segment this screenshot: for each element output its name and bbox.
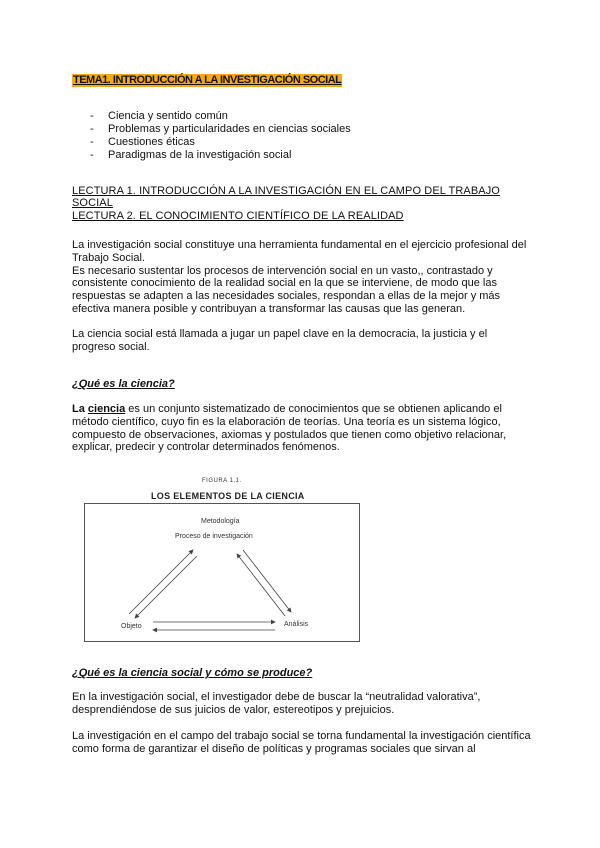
- figure-title: LOS ELEMENTOS DE LA CIENCIA: [151, 491, 305, 501]
- figure-label: FIGURA 1.1.: [202, 478, 242, 484]
- intro-section: [72, 239, 532, 316]
- ciencia-paragraph: [72, 403, 532, 454]
- figure-metodologia: Metodología: [201, 518, 240, 525]
- figure-proceso: Proceso de investigación: [175, 533, 253, 540]
- document-title: TEMA1. INTRODUCCIÓN A LA INVESTIGACIÓN SOCIAL: [73, 74, 342, 86]
- lectura-2: LECTURA 2. EL CONOCIMIENTO CIENTÍFICO DE LA REALIDAD: [72, 210, 404, 222]
- figure-objeto: Objeto: [121, 623, 142, 630]
- intro-paragraph-3: [72, 328, 532, 354]
- lectura-1-line-2: SOCIAL: [72, 197, 113, 209]
- arrow-analisis-to-metodologia: [237, 554, 285, 616]
- figure-arrows: [85, 504, 359, 641]
- ciencia-term: ciencia: [87, 403, 126, 415]
- figure-analisis: Análisis: [284, 621, 309, 628]
- list-item: - Ciencia y sentido común: [90, 110, 351, 123]
- heading-ciencia-social: ¿Qué es la ciencia social y cómo se produce?: [72, 667, 313, 679]
- social-paragraph-1-text: En la investigación social, el investigador debe de buscar la “neutralidad valorativa”, desprendiéndose de sus juicios de valor, estereotipos y prejuicios.: [72, 691, 481, 716]
- ciencia-text: es un conjunto sistematizado de conocimientos que se obtienen aplicando el método científico, cuyo fin es la elaboración de teorías. Una teoría es un sistema lógico, compuesto de observaciones, axiomas y postulados que tienen como objetivo relacionar, explicar, predecir y controlar determinados fenómenos.: [72, 403, 507, 454]
- arrow-metodologia-to-analisis: [243, 550, 291, 612]
- arrow-metodologia-to-objeto: [135, 556, 197, 618]
- intro-paragraph-3-text: La ciencia social está llamada a jugar un papel clave en la democracia, la justicia y el progreso social.: [72, 328, 488, 353]
- arrow-objeto-to-metodologia: [129, 550, 193, 614]
- figure-diagram: [84, 503, 360, 642]
- lectura-1-line-1: LECTURA 1. INTRODUCCIÓN A LA INVESTIGACIÓN EN EL CAMPO DEL TRABAJO: [72, 185, 500, 197]
- social-paragraph-2-text: La investigación en el campo del trabajo social se torna fundamental la investigación científica como forma de garantizar el diseño de políticas y programas sociales que sirvan al: [72, 730, 531, 755]
- topic-list: [90, 110, 351, 162]
- intro-paragraph-1: La investigación social constituye una herramienta fundamental en el ejercicio profesional del Trabajo Social.: [72, 239, 527, 264]
- list-item: - Paradigmas de la investigación social: [90, 149, 351, 162]
- list-item: - Problemas y particularidades en ciencias sociales: [90, 123, 351, 136]
- intro-paragraph-2: Es necesario sustentar los procesos de intervención social en un vasto,, contrastado y consistente conocimiento de la realidad social en la que se interviene, de modo que las respuestas se adapten a las necesidades sociales, respondan a ellas de la mejor y más efectiva manera posible y contribuyan a transformar las causas que las generan.: [72, 264, 501, 315]
- ciencia-definition: [72, 403, 532, 454]
- list-item: - Cuestiones éticas: [90, 136, 351, 149]
- heading-que-es-la-ciencia: ¿Qué es la ciencia?: [72, 378, 175, 390]
- social-paragraph-2: [72, 730, 532, 756]
- social-paragraph-1: [72, 691, 532, 717]
- ciencia-prefix: La: [72, 403, 85, 415]
